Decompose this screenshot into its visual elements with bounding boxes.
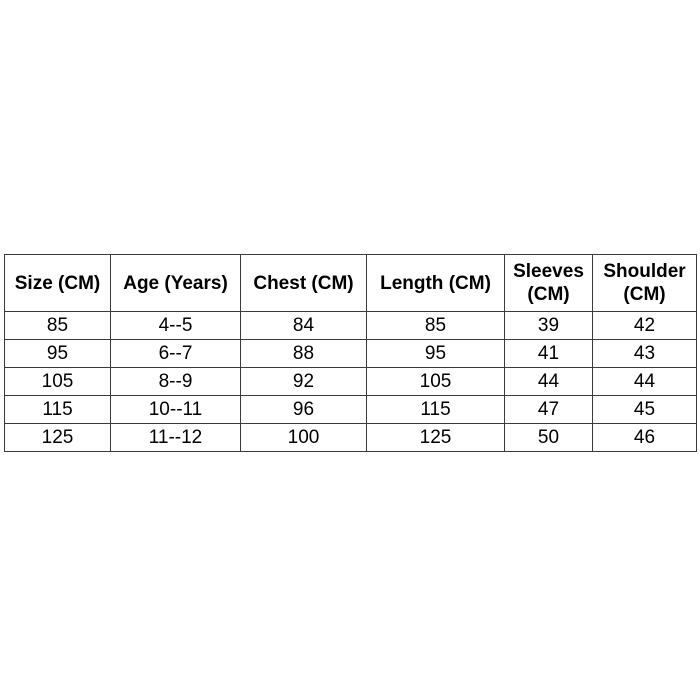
- table-row: [5, 424, 697, 452]
- header-age: Age (Years): [111, 255, 241, 312]
- cell-chest: 88: [241, 340, 367, 368]
- table-row: [5, 368, 697, 396]
- table-row: [5, 312, 697, 340]
- cell-chest: 92: [241, 368, 367, 396]
- cell-shoulder: 45: [593, 396, 697, 424]
- cell-age: 4--5: [111, 312, 241, 340]
- cell-sleeves: 39: [505, 312, 593, 340]
- header-shoulder: Shoulder (CM): [593, 255, 697, 312]
- cell-shoulder: 44: [593, 368, 697, 396]
- cell-size: 125: [5, 424, 111, 452]
- cell-sleeves: 50: [505, 424, 593, 452]
- cell-size: 115: [5, 396, 111, 424]
- cell-shoulder: 43: [593, 340, 697, 368]
- cell-chest: 84: [241, 312, 367, 340]
- cell-age: 11--12: [111, 424, 241, 452]
- size-chart-table: [4, 254, 697, 452]
- cell-size: 105: [5, 368, 111, 396]
- cell-shoulder: 46: [593, 424, 697, 452]
- cell-sleeves: 41: [505, 340, 593, 368]
- cell-shoulder: 42: [593, 312, 697, 340]
- header-length: Length (CM): [367, 255, 505, 312]
- cell-sleeves: 47: [505, 396, 593, 424]
- cell-length: 95: [367, 340, 505, 368]
- table-header-row: [5, 255, 697, 312]
- header-chest: Chest (CM): [241, 255, 367, 312]
- cell-size: 85: [5, 312, 111, 340]
- cell-age: 10--11: [111, 396, 241, 424]
- cell-chest: 96: [241, 396, 367, 424]
- cell-sleeves: 44: [505, 368, 593, 396]
- cell-chest: 100: [241, 424, 367, 452]
- cell-length: 115: [367, 396, 505, 424]
- header-sleeves: Sleeves (CM): [505, 255, 593, 312]
- table-row: [5, 396, 697, 424]
- cell-age: 8--9: [111, 368, 241, 396]
- header-size: Size (CM): [5, 255, 111, 312]
- cell-length: 125: [367, 424, 505, 452]
- cell-length: 105: [367, 368, 505, 396]
- cell-age: 6--7: [111, 340, 241, 368]
- cell-length: 85: [367, 312, 505, 340]
- cell-size: 95: [5, 340, 111, 368]
- table-row: [5, 340, 697, 368]
